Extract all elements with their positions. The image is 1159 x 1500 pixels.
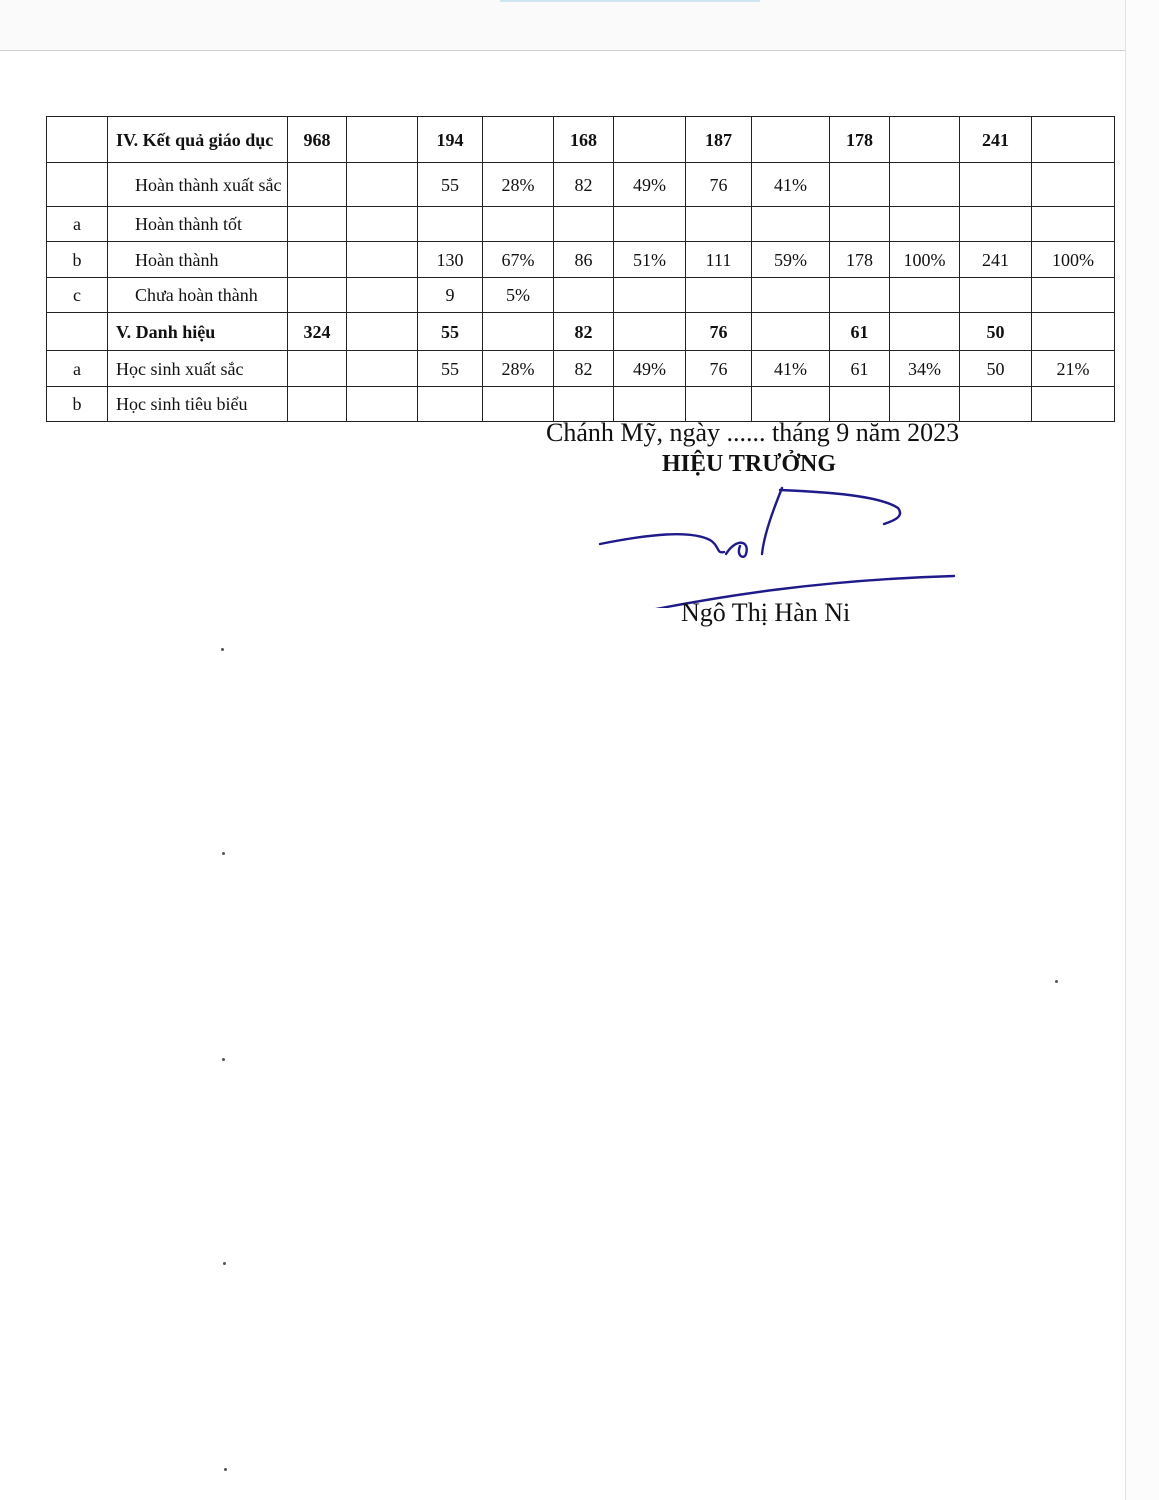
row-marker: [47, 117, 108, 163]
table-cell: 41%: [752, 351, 830, 387]
row-marker: b: [47, 242, 108, 278]
table-cell: 241: [960, 242, 1032, 278]
signature-block: [500, 418, 1020, 638]
table-cell: [1032, 117, 1115, 163]
table-cell: 9: [418, 278, 483, 313]
table-cell: [830, 387, 890, 422]
scan-right-margin: [1125, 0, 1159, 1500]
table-row: [47, 351, 1115, 387]
table-cell: [686, 387, 752, 422]
table-cell: 55: [418, 163, 483, 207]
row-label: Học sinh tiêu biểu: [108, 387, 288, 422]
table-cell: [483, 313, 554, 351]
table-cell: 187: [686, 117, 752, 163]
table-cell: [347, 351, 418, 387]
table-cell: [830, 207, 890, 242]
scan-top-margin: [0, 0, 1159, 51]
table-cell: [1032, 207, 1115, 242]
table-cell: 21%: [1032, 351, 1115, 387]
table-cell: [288, 351, 347, 387]
table-cell: 82: [554, 351, 614, 387]
table-cell: [752, 387, 830, 422]
table-cell: [347, 207, 418, 242]
table-cell: [347, 387, 418, 422]
table-cell: 86: [554, 242, 614, 278]
table-cell: [960, 387, 1032, 422]
table-cell: 61: [830, 313, 890, 351]
row-label: Chưa hoàn thành: [108, 278, 288, 313]
table-cell: [752, 117, 830, 163]
date-line: Chánh Mỹ, ngày ...... tháng 9 năm 2023: [546, 418, 960, 447]
table-cell: [890, 163, 960, 207]
row-label: Hoàn thành: [108, 242, 288, 278]
table-row: [47, 387, 1115, 422]
table-cell: 28%: [483, 351, 554, 387]
table-cell: 41%: [752, 163, 830, 207]
table-cell: [288, 387, 347, 422]
table-cell: [1032, 278, 1115, 313]
table-cell: [347, 242, 418, 278]
table-cell: 76: [686, 351, 752, 387]
row-label: Hoàn thành xuất sắc: [108, 163, 288, 207]
table-cell: 67%: [483, 242, 554, 278]
row-marker: a: [47, 351, 108, 387]
table-cell: 111: [686, 242, 752, 278]
table-cell: 28%: [483, 163, 554, 207]
table-cell: 100%: [890, 242, 960, 278]
table-cell: [554, 278, 614, 313]
table-cell: [288, 207, 347, 242]
table-cell: 130: [418, 242, 483, 278]
table-cell: 5%: [483, 278, 554, 313]
table-cell: [483, 117, 554, 163]
table-row: [47, 278, 1115, 313]
table-cell: [752, 313, 830, 351]
table-cell: 55: [418, 313, 483, 351]
table-cell: [890, 278, 960, 313]
table-cell: 49%: [614, 351, 686, 387]
scan-speck: [222, 1058, 225, 1061]
scan-speck: [224, 1468, 227, 1471]
table-cell: [960, 278, 1032, 313]
table-cell: [1032, 313, 1115, 351]
table-cell: [347, 278, 418, 313]
table-cell: [890, 387, 960, 422]
principal-title: HIỆU TRƯỞNG: [662, 451, 837, 477]
table-cell: [418, 207, 483, 242]
table-cell: 100%: [1032, 242, 1115, 278]
scan-speck: [222, 852, 225, 855]
table-cell: 34%: [890, 351, 960, 387]
table-cell: [686, 278, 752, 313]
table-cell: [554, 207, 614, 242]
table-cell: [614, 278, 686, 313]
table-cell: 82: [554, 163, 614, 207]
table-cell: [483, 207, 554, 242]
table-cell: [614, 387, 686, 422]
table-cell: 241: [960, 117, 1032, 163]
table-cell: [614, 207, 686, 242]
table-row: [47, 313, 1115, 351]
table-cell: [614, 313, 686, 351]
table-cell: 76: [686, 313, 752, 351]
table-cell: [554, 387, 614, 422]
row-label: IV. Kết quả giáo dục: [108, 117, 288, 163]
table-cell: [960, 207, 1032, 242]
scan-speck: [1055, 980, 1058, 983]
table-cell: 324: [288, 313, 347, 351]
table-cell: 59%: [752, 242, 830, 278]
row-marker: c: [47, 278, 108, 313]
table-cell: [418, 387, 483, 422]
table-cell: [483, 387, 554, 422]
table-row: [47, 117, 1115, 163]
table-cell: [960, 163, 1032, 207]
table-cell: 51%: [614, 242, 686, 278]
row-marker: b: [47, 387, 108, 422]
table-cell: [347, 117, 418, 163]
scan-speck: [223, 1262, 226, 1265]
table-row: [47, 207, 1115, 242]
table-cell: 50: [960, 313, 1032, 351]
table-cell: [890, 313, 960, 351]
results-table: [46, 116, 1115, 422]
table-cell: [288, 278, 347, 313]
table-cell: [890, 207, 960, 242]
handwritten-signature: [500, 468, 1020, 608]
signer-name: Ngô Thị Hàn Ni: [681, 598, 851, 627]
table-cell: [288, 163, 347, 207]
table-cell: 50: [960, 351, 1032, 387]
table-cell: 61: [830, 351, 890, 387]
table-cell: [1032, 387, 1115, 422]
row-marker: a: [47, 207, 108, 242]
table-body: [47, 117, 1115, 422]
table-cell: [1032, 163, 1115, 207]
scan-speck: [221, 648, 224, 651]
table-cell: [830, 278, 890, 313]
table-cell: 968: [288, 117, 347, 163]
table-cell: 76: [686, 163, 752, 207]
table-cell: 178: [830, 117, 890, 163]
row-marker: [47, 163, 108, 207]
table-row: [47, 163, 1115, 207]
table-cell: [752, 207, 830, 242]
table-row: [47, 242, 1115, 278]
row-label: Hoàn thành tốt: [108, 207, 288, 242]
row-label: V. Danh hiệu: [108, 313, 288, 351]
table-cell: 178: [830, 242, 890, 278]
table-cell: [752, 278, 830, 313]
table-cell: 194: [418, 117, 483, 163]
table-cell: 82: [554, 313, 614, 351]
table-cell: 55: [418, 351, 483, 387]
scan-accent-line: [500, 0, 760, 2]
table-cell: [890, 117, 960, 163]
table-cell: [347, 313, 418, 351]
row-marker: [47, 313, 108, 351]
table-cell: [830, 163, 890, 207]
table-cell: [288, 242, 347, 278]
table-cell: [614, 117, 686, 163]
table-cell: 49%: [614, 163, 686, 207]
table-cell: 168: [554, 117, 614, 163]
row-label: Học sinh xuất sắc: [108, 351, 288, 387]
table-cell: [347, 163, 418, 207]
table-cell: [686, 207, 752, 242]
